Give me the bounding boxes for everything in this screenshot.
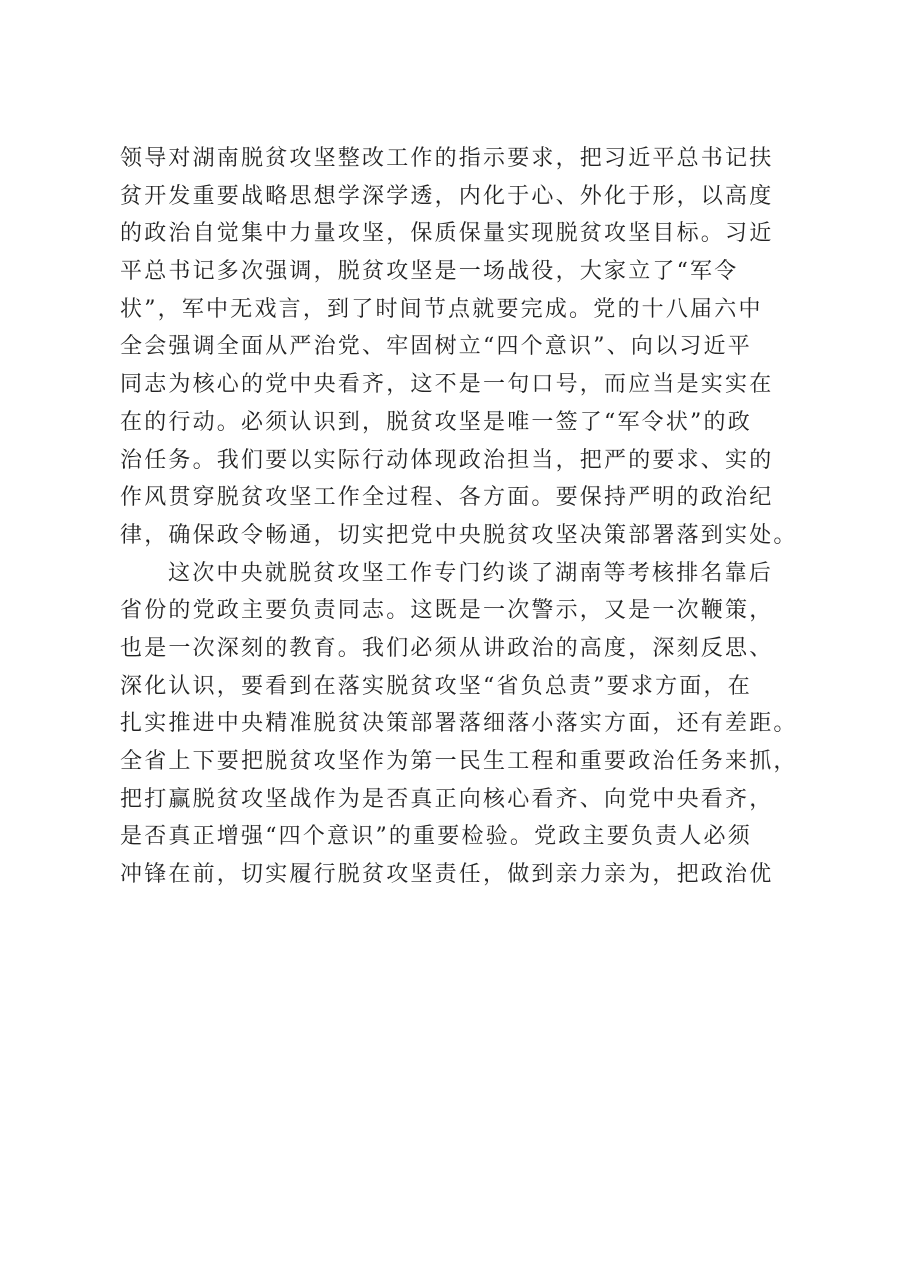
text-line: 作风贯穿脱贫攻坚工作全过程、各方面。要保持严明的政治纪 (120, 485, 774, 511)
body-text (120, 140, 810, 894)
text-line: 的政治自觉集中力量攻坚，保质保量实现脱贫攻坚目标。习近 (120, 221, 774, 247)
text-line: 治任务。我们要以实际行动体现政治担当，把严的要求、实的 (120, 447, 774, 473)
text-line: 扎实推进中央精准脱贫决策部署落细落小落实方面，还有差距。 (120, 711, 798, 737)
text-line: 在的行动。必须认识到，脱贫攻坚是唯一签了“军令状”的政 (120, 409, 752, 435)
text-line: 省份的党政主要负责同志。这既是一次警示，又是一次鞭策， (120, 598, 774, 624)
text-line: 平总书记多次强调，脱贫攻坚是一场战役，大家立了“军令 (120, 259, 739, 285)
text-line: 冲锋在前，切实履行脱贫攻坚责任，做到亲力亲为，把政治优 (120, 862, 774, 888)
text-line: 律，确保政令畅通，切实把党中央脱贫攻坚决策部署落到实处。 (120, 522, 798, 548)
text-line: 把打赢脱贫攻坚战作为是否真正向核心看齐、向党中央看齐， (120, 786, 774, 812)
paragraph-first-line: 这次中央就脱贫攻坚工作专门约谈了湖南等考核排名靠后 (168, 560, 774, 586)
text-line: 贫开发重要战略思想学深学透，内化于心、外化于形，以高度 (120, 183, 774, 209)
text-line: 全省上下要把脱贫攻坚作为第一民生工程和重要政治任务来抓， (120, 749, 798, 774)
text-line: 同志为核心的党中央看齐，这不是一句口号，而应当是实实在 (120, 372, 774, 398)
text-line: 全会强调全面从严治党、牢固树立“四个意识”、向以习近平 (120, 334, 752, 360)
text-line: 也是一次深刻的教育。我们必须从讲政治的高度，深刻反思、 (120, 635, 774, 661)
text-line: 是否真正增强“四个意识”的重要检验。党政主要负责人必须 (120, 824, 752, 850)
text-line: 深化认识，要看到在落实脱贫攻坚“省负总责”要求方面，在 (120, 673, 752, 699)
text-line: 领导对湖南脱贫攻坚整改工作的指示要求，把习近平总书记扶 (120, 146, 774, 171)
text-line: 状”，军中无戏言，到了时间节点就要完成。党的十八届六中 (120, 296, 763, 322)
